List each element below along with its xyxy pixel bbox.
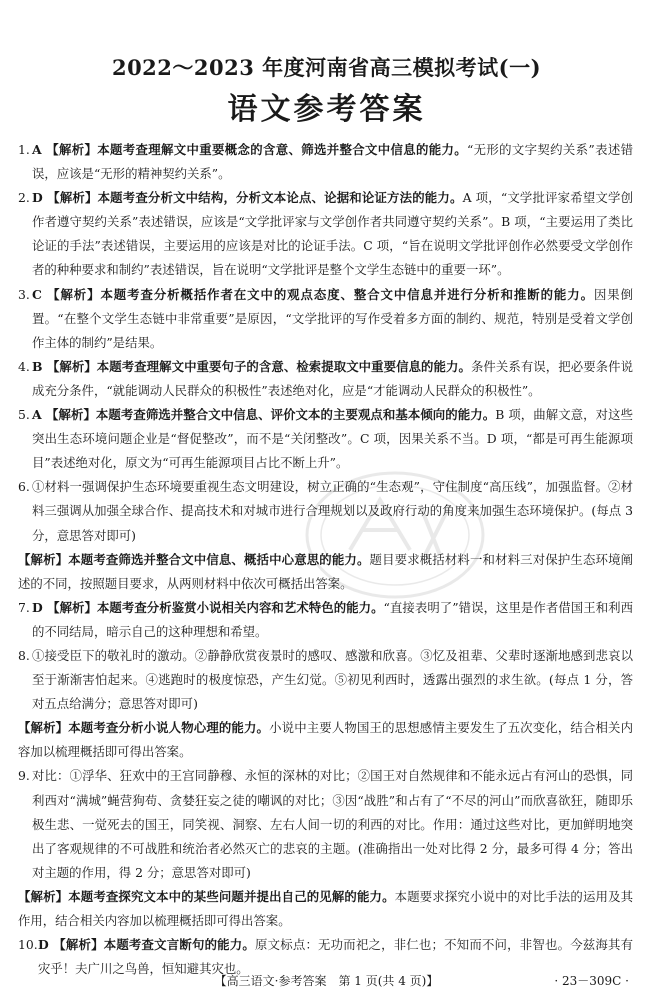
answer-text: ①材料一强调保护生态环境要重视生态文明建设，树立正确的“生态观”，守住制度“高压线”，加强监督。②材料三强调从加强全球合作、提高技术和对城市进行合理规划以及政府行动的角度来加强生态环境保护。(每点 3 分，意思答对即可): [32, 479, 633, 543]
answer-item: [18, 355, 633, 403]
document-title: 语文参考答案: [227, 92, 426, 127]
analysis-lead-text: A 【解析】: [32, 407, 96, 423]
answer-text: ①接受臣下的敬礼时的激动。②静静欣赏夜景时的感叹、感激和欣喜。③忆及祖辈、父辈时逐渐地感到悲哀以至于渐渐害怕起来。④逃跑时的极度惊恐，产生幻觉。⑤初见利西时，透露出强烈的求生欲。(每点 1 分，答对五点给满分；意思答对即可): [32, 647, 633, 712]
answer-item: [18, 644, 633, 716]
question-number: 9.: [18, 768, 30, 784]
analysis-lead-text: 本题考查分析鉴赏小说相关内容和艺术特色的能力。: [96, 599, 384, 615]
answer-item: [18, 764, 633, 884]
analysis-lead-text: D 【解析】: [32, 190, 98, 206]
answer-item: [18, 283, 633, 355]
analysis-lead-text: 本题考查分析文中结构，分析文本论点、论据和论证方法的能力。: [97, 190, 463, 206]
answer-text: 条件关系有误，把必要条件说成充分条件，“就能调动人民群众的积极性”表述绝对化，应是“才能调动人民群众的积极性”。: [32, 358, 633, 398]
page-number-label: 【高三语文·参考答案 第 1 页(共 4 页)】: [214, 974, 439, 988]
analysis-lead-text: D 【解析】: [38, 937, 104, 953]
question-number: 2.: [18, 190, 30, 206]
answer-text: 原文标点：无功而祀之，非仁也；不知而不问，非智也。今兹海其有灾乎！夫广川之鸟兽，恒知避其灾也。: [38, 937, 634, 977]
exam-code: · 23－309C ·: [554, 974, 629, 988]
answer-text: B 项，曲解文意，对这些突出生态环境问题企业是“督促整改”，而不是“关闭整改”。C 项，因果关系不当。D 项，“都是可再生能源项目”表述绝对化，原文为“可再生能源项目占比不断上升”。: [32, 407, 633, 471]
question-number: 5.: [18, 407, 30, 423]
analysis-lead-text: B 【解析】: [32, 358, 97, 374]
analysis-note: [18, 716, 633, 764]
question-number: 1.: [18, 142, 30, 157]
analysis-note: [18, 885, 633, 933]
analysis-lead-text: 本题考查理解文中重要概念的含意、筛选并整合文中信息的能力。: [97, 142, 467, 157]
answer-item: [18, 186, 633, 282]
answer-text: 因果倒置。“在整个文学生态链中非常重要”是原因，“文学批评的写作受着多方面的制约、规范，特别是受着文学创作主体的制约”是结果。: [32, 286, 634, 350]
analysis-lead-text: 【解析】本题考查筛选并整合文中信息、概括中心意思的能力。: [18, 551, 370, 567]
analysis-lead-text: 本题考查分析概括作者在文中的观点态度、整合文中信息并进行分析和推断的能力。: [100, 286, 594, 302]
exam-title: 2022～2023 年度河南省高三模拟考试(一): [111, 55, 542, 80]
answer-text: 对比：①浮华、狂欢中的王宫同静穆、永恒的深林的对比；②国王对自然规律和不能永远占有河山的恐惧，同利西对“满城”蝇营狗苟、贪婪狂妄之徒的嘲讽的对比；③因“战胜”和占有了“不尽的河山”而欣喜欲狂，随即乐极生悲、一觉死去的国王，同笑视、洞察、左右人间一切的利西的对比。作用：通过这些对比，更加鲜明地突出了客观规律的不可战胜和统治者必然灭亡的悲哀的主题。(准确指出一处对比得 2 分，最多可得 4 分；答出对主题的作用，得 2 分；意思答对即可): [32, 768, 633, 880]
answer-text: A 项，“文学批评家希望文学创作者遵守契约关系”表述错误，应该是“文学批评家与文学创作者共同遵守契约关系”。B 项，“主要运用了类比论证的手法”表述错误，主要运用的应该是对比的论证手法。C 项，“旨在说明文学批评创作必然要受文学创作者的种种要求和制约”表述错误，旨在说明“文学批评是整个文学生态链中的重要一环”。: [32, 190, 633, 278]
analysis-lead-text: 【解析】本题考查分析小说人物心理的能力。: [18, 720, 270, 736]
answer-list: [18, 138, 633, 981]
question-number: 6.: [18, 479, 30, 495]
answer-item: [18, 596, 633, 644]
question-number: 7.: [18, 599, 30, 615]
answer-text: “无形的文字契约关系”表述错误，应该是“无形的精神契约关系”。: [32, 142, 633, 182]
answer-item: [18, 403, 633, 475]
answer-text: 本题要求探究小说中的对比手法的运用及其作用，结合相关内容加以梳理概括即可得出答案。: [18, 888, 634, 928]
analysis-lead-text: 本题考查理解文中重要句子的含意、检索提取文中重要信息的能力。: [96, 358, 471, 374]
answer-item: [18, 475, 633, 547]
analysis-lead-text: C 【解析】: [32, 286, 101, 302]
question-number: 4.: [18, 358, 30, 374]
analysis-lead-text: D 【解析】: [32, 599, 97, 615]
answer-text: 题目要求概括材料一和材料三对保护生态环境阐述的不同，按照题目要求，从两则材料中依次可概括出答案。: [18, 551, 634, 591]
answer-item: [18, 138, 633, 186]
answer-text: 小说中主要人物国王的思想感情主要发生了五次变化，结合相关内容加以梳理概括即可得出答案。: [18, 720, 634, 760]
question-number: 8.: [18, 647, 30, 663]
analysis-lead-text: 本题考查文言断句的能力。: [103, 937, 256, 953]
question-number: 10.: [18, 937, 38, 953]
analysis-note: [18, 548, 633, 596]
analysis-lead-text: 【解析】本题考查探究文本中的某些问题并提出自己的见解的能力。: [18, 888, 395, 904]
analysis-lead-text: 本题考查筛选并整合文中信息、评价文本的主要观点和基本倾向的能力。: [95, 407, 496, 423]
answer-text: “直接表明了”错误，这里是作者借国王和利西的不同结局，暗示自己的这种理想和希望。: [32, 599, 634, 639]
question-number: 3.: [18, 286, 30, 302]
analysis-lead-text: A 【解析】: [32, 142, 98, 157]
